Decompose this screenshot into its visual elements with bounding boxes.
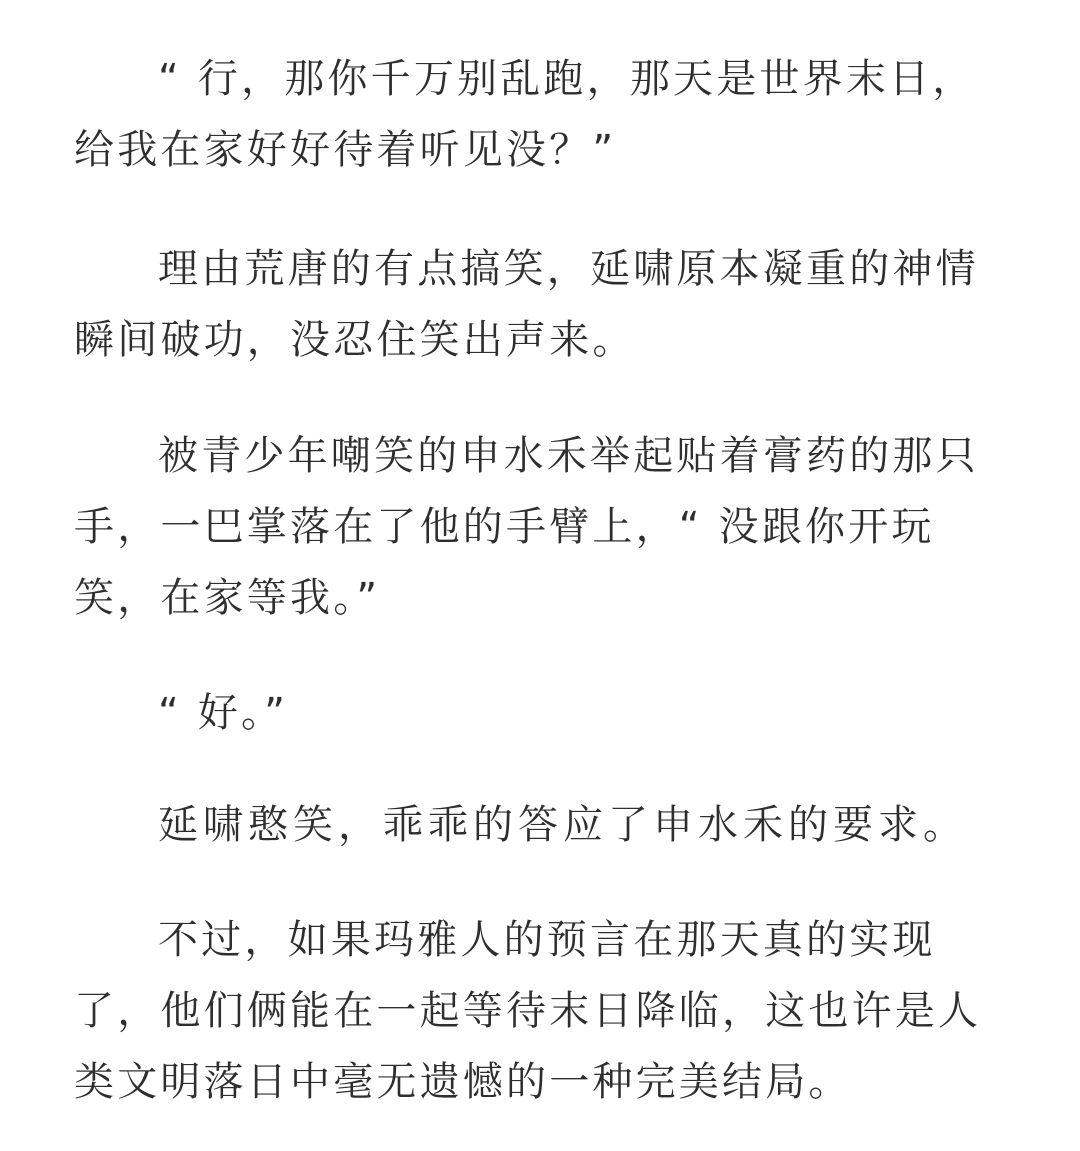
- paragraph-1: “ 行，那你千万别乱跑，那天是世界末日，给我在家好好待着听见没？”: [74, 56, 976, 173]
- paragraph-6: 不过，如果玛雅人的预言在那天真的实现了，他们俩能在一起等待末日降临，这也许是人类文明落日中毫无遗憾的一种完美结局。: [74, 917, 982, 1105]
- paragraph-5: 延啸憨笑，乖乖的答应了申水禾的要求。: [158, 802, 968, 848]
- paragraph-3: 被青少年嘲笑的申水禾举起贴着膏药的那只手，一巴掌落在了他的手臂上，“ 没跟你开玩笑，在家等我。”: [74, 433, 979, 621]
- paragraph-4: “ 好。”: [158, 690, 289, 736]
- paragraph-2: 理由荒唐的有点搞笑，延啸原本凝重的神情瞬间破功，没忍住笑出声来。: [74, 246, 979, 363]
